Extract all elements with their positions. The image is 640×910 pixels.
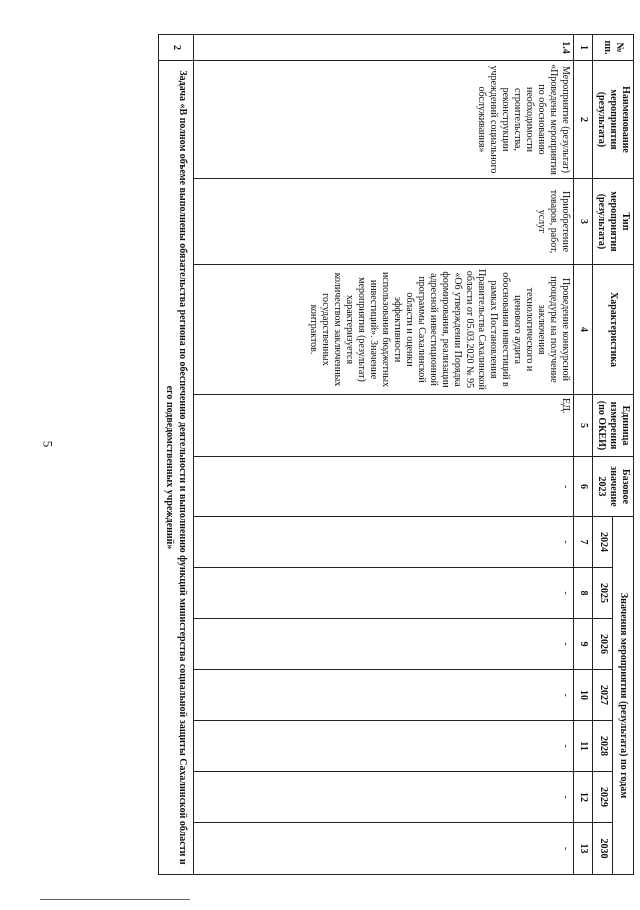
column-number: 9 <box>574 619 593 670</box>
header-year: 2027 <box>593 670 614 721</box>
column-number: 5 <box>574 395 593 457</box>
measure-year-value: - <box>194 619 574 670</box>
header-year: 2030 <box>593 823 614 875</box>
measure-year-value: - <box>194 721 574 772</box>
header-year: 2028 <box>593 721 614 772</box>
column-number: 12 <box>574 772 593 823</box>
page-bottom-rule <box>40 899 190 900</box>
column-number: 1 <box>574 35 593 61</box>
column-number-row <box>574 35 593 875</box>
header-unit: Единица измерения (по ОКЕИ) <box>593 395 634 457</box>
task-number: 2 <box>159 35 194 61</box>
header-base: Базовое значение 2023 <box>593 457 634 517</box>
measure-year-value: - <box>194 517 574 568</box>
header-row-1 <box>613 35 634 875</box>
header-year: 2029 <box>593 772 614 823</box>
column-number: 13 <box>574 823 593 875</box>
table-row-1-4 <box>194 35 574 875</box>
header-year: 2026 <box>593 619 614 670</box>
column-number: 10 <box>574 670 593 721</box>
header-characteristic: Характеристика <box>593 265 634 395</box>
column-number: 4 <box>574 265 593 395</box>
rotated-table-area <box>114 34 634 874</box>
measure-characteristic: Проведение конкурсной процедуры на получение заключения технологического и ценового аудита обоснования инвестиций в рамках Постановления Правительства Сахалинской области от 05.03.2020 № 95 «Об утверждении Порядка формирования, реализации адресной инвестиционной программы Сахалинской области и оценки эффективности использования бюджетных инвестиций». Значение мероприятия (результат) характеризуется количеством заключенных государственных контрактов. <box>194 265 574 395</box>
column-number: 3 <box>574 179 593 265</box>
column-number: 2 <box>574 61 593 179</box>
header-name: Наименование мероприятия (результата) <box>593 61 634 179</box>
column-number: 7 <box>574 517 593 568</box>
measure-type: Приобретение товаров, работ, услуг <box>194 179 574 265</box>
row-number: 1.4 <box>194 35 574 61</box>
measure-name: Мероприятие (результат) «Проведены мероприятия по обоснованию необходимости строительства, реконструкции учреждений социального обслуживания» <box>194 61 574 179</box>
header-year: 2024 <box>593 517 614 568</box>
header-no: № пп. <box>593 35 634 61</box>
measure-year-value: - <box>194 823 574 875</box>
task-text: Задача «В полном объеме выполнены обязательства региона по обеспечению деятельности и выполнению функций министерства социальной защиты Сахалинской области и его подведомственных учреждений» <box>159 61 194 875</box>
measure-year-value: - <box>194 772 574 823</box>
measures-table <box>158 34 634 875</box>
task-row-2 <box>159 35 194 875</box>
header-type: Тип мероприятия (результата) <box>593 179 634 265</box>
page-number: 5 <box>40 440 56 448</box>
measure-unit: ЕД. <box>194 395 574 457</box>
header-values-group: Значения мероприятия (результата) по годам <box>613 517 634 875</box>
measure-year-value: - <box>194 568 574 619</box>
column-number: 8 <box>574 568 593 619</box>
header-year: 2025 <box>593 568 614 619</box>
measure-year-value: - <box>194 670 574 721</box>
column-number: 6 <box>574 457 593 517</box>
measure-base-value: - <box>194 457 574 517</box>
column-number: 11 <box>574 721 593 772</box>
